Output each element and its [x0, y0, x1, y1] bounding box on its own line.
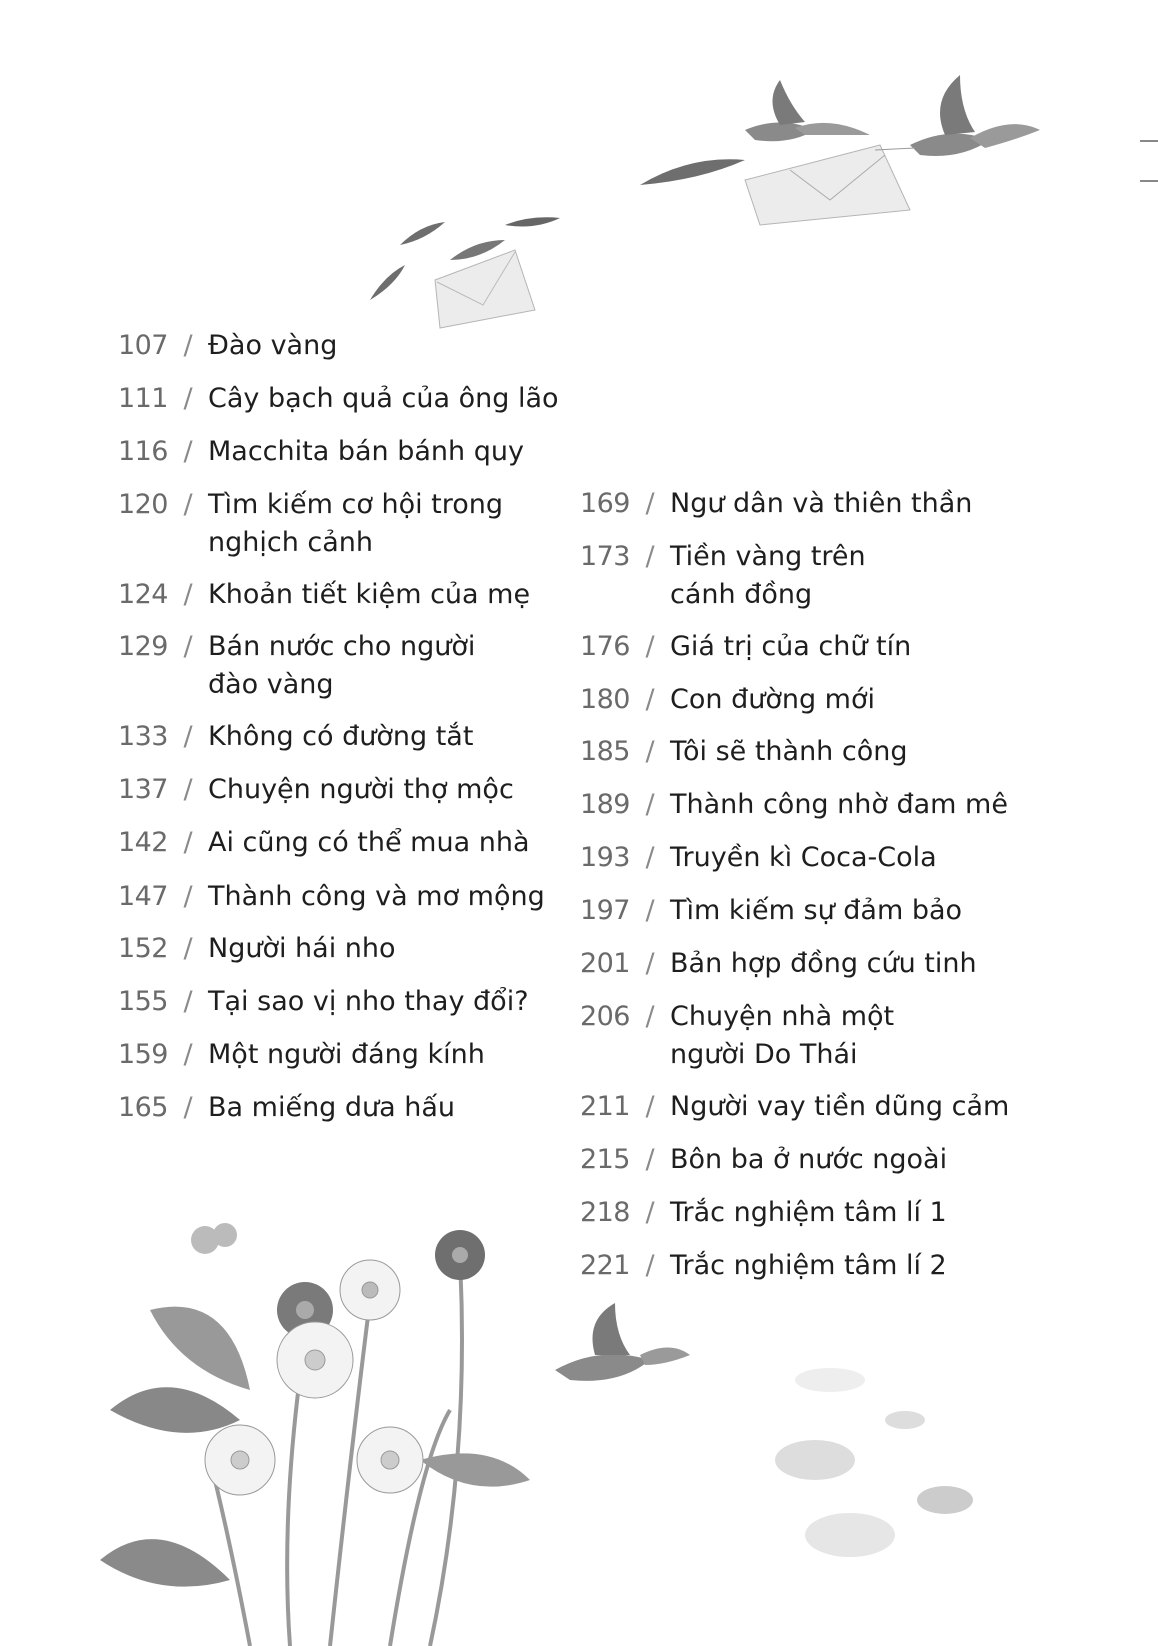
toc-entry — [108, 718, 473, 756]
toc-page-number: 211 — [579, 1091, 630, 1122]
toc-entry — [108, 486, 503, 562]
flower-icon — [435, 1230, 485, 1280]
toc-title: Tôi sẽ thành công — [670, 736, 908, 767]
toc-page-number: 197 — [579, 895, 630, 926]
toc-entry — [108, 628, 475, 704]
toc-separator: / — [645, 842, 655, 873]
birds-with-envelope-illustration — [630, 60, 1050, 240]
toc-title: Chuyện người thợ mộc — [208, 774, 514, 805]
toc-title: Bán nước cho người đào vàng — [208, 631, 476, 700]
envelope-leaves-illustration — [365, 210, 565, 335]
toc-title: Tiền vàng trên cánh đồng — [670, 541, 866, 610]
toc-page-number: 142 — [117, 827, 168, 858]
toc-page-number: 189 — [579, 789, 630, 820]
toc-separator: / — [183, 489, 193, 520]
toc-separator: / — [645, 541, 655, 572]
toc-entry — [108, 380, 559, 418]
toc-separator: / — [183, 721, 193, 752]
toc-separator: / — [645, 895, 655, 926]
toc-page-number: 152 — [117, 933, 168, 964]
toc-entry — [570, 628, 911, 666]
toc-separator: / — [645, 1144, 655, 1175]
toc-page-number: 206 — [579, 1001, 630, 1032]
page-edge-mark — [1140, 180, 1158, 182]
toc-title: Thành công nhờ đam mê — [670, 789, 1008, 820]
toc-page-number: 137 — [117, 774, 168, 805]
toc-entry — [570, 839, 937, 877]
toc-page-number: 180 — [579, 684, 630, 715]
toc-page-number: 155 — [117, 986, 168, 1017]
toc-entry — [570, 1088, 1009, 1126]
bird-pebbles-illustration — [550, 1295, 1000, 1595]
toc-separator: / — [645, 736, 655, 767]
toc-title: Ai cũng có thể mua nhà — [208, 827, 530, 858]
toc-separator: / — [645, 631, 655, 662]
toc-title: Macchita bán bánh quy — [208, 436, 524, 467]
toc-page-number: 129 — [117, 631, 168, 662]
toc-page-number: 176 — [579, 631, 630, 662]
toc-entry — [570, 945, 977, 983]
toc-separator: / — [183, 933, 193, 964]
page-edge-mark — [1140, 140, 1158, 142]
flowers-illustration — [90, 1160, 540, 1646]
toc-separator: / — [645, 1091, 655, 1122]
toc-page-number: 173 — [579, 541, 630, 572]
toc-entry — [570, 1194, 947, 1232]
toc-title: Truyền kì Coca-Cola — [670, 842, 937, 873]
toc-page-number: 147 — [117, 881, 168, 912]
toc-separator: / — [645, 1250, 655, 1281]
toc-page-number: 221 — [579, 1250, 630, 1281]
toc-entry — [570, 733, 908, 771]
toc-page-number: 111 — [117, 383, 168, 414]
toc-page-number: 159 — [117, 1039, 168, 1070]
toc-page-number: 185 — [579, 736, 630, 767]
toc-separator: / — [645, 1197, 655, 1228]
toc-title: Ba miếng dưa hấu — [208, 1092, 456, 1123]
toc-title: Người vay tiền dũng cảm — [670, 1091, 1010, 1122]
toc-title: Giá trị của chữ tín — [670, 631, 912, 662]
toc-title: Chuyện nhà một người Do Thái — [670, 1001, 895, 1070]
toc-separator: / — [183, 383, 193, 414]
toc-title: Thành công và mơ mộng — [208, 881, 545, 912]
toc-page-number: 218 — [579, 1197, 630, 1228]
toc-page-number: 169 — [579, 488, 630, 519]
toc-entry — [108, 1089, 455, 1127]
toc-entry — [108, 771, 514, 809]
butterfly-icon — [191, 1223, 237, 1254]
toc-title: Trắc nghiệm tâm lí 1 — [670, 1197, 947, 1228]
toc-page-number: 107 — [117, 330, 168, 361]
toc-entry — [570, 998, 894, 1074]
toc-page-number: 116 — [117, 436, 168, 467]
toc-separator: / — [183, 579, 193, 610]
toc-entry — [108, 1036, 485, 1074]
toc-entry — [108, 930, 396, 968]
toc-page-number: 201 — [579, 948, 630, 979]
toc-entry — [108, 433, 524, 471]
toc-entry — [108, 824, 530, 862]
toc-title: Bôn ba ở nước ngoài — [670, 1144, 948, 1175]
bird-icon — [745, 80, 870, 141]
toc-entry — [570, 681, 875, 719]
toc-entry — [570, 892, 962, 930]
toc-separator: / — [645, 488, 655, 519]
toc-title: Bản hợp đồng cứu tinh — [670, 948, 977, 979]
toc-page-number: 120 — [117, 489, 168, 520]
toc-page-number: 165 — [117, 1092, 168, 1123]
toc-entry — [570, 786, 1008, 824]
toc-page-number: 193 — [579, 842, 630, 873]
toc-separator: / — [183, 1039, 193, 1070]
toc-separator: / — [183, 330, 193, 361]
toc-title: Một người đáng kính — [208, 1039, 485, 1070]
toc-separator: / — [183, 436, 193, 467]
flower-icon — [340, 1260, 400, 1320]
toc-title: Trắc nghiệm tâm lí 2 — [670, 1250, 947, 1281]
toc-separator: / — [183, 881, 193, 912]
toc-entry — [108, 576, 530, 614]
toc-separator: / — [183, 827, 193, 858]
toc-entry — [108, 878, 545, 916]
toc-title: Tìm kiếm sự đảm bảo — [670, 895, 963, 926]
flower-icon — [357, 1427, 423, 1493]
toc-entry — [570, 1141, 947, 1179]
toc-entry — [108, 327, 337, 365]
bird-icon — [910, 75, 1040, 156]
toc-entry — [108, 983, 529, 1021]
toc-title: Tìm kiếm cơ hội trong nghịch cảnh — [208, 489, 504, 558]
toc-separator: / — [645, 789, 655, 820]
toc-title: Ngư dân và thiên thần — [670, 488, 973, 519]
toc-title: Đào vàng — [208, 330, 338, 361]
toc-separator: / — [645, 1001, 655, 1032]
toc-entry — [570, 538, 866, 614]
toc-page-number: 215 — [579, 1144, 630, 1175]
flower-icon — [205, 1425, 275, 1495]
toc-title: Không có đường tắt — [208, 721, 474, 752]
toc-separator: / — [645, 684, 655, 715]
toc-separator: / — [183, 1092, 193, 1123]
toc-title: Tại sao vị nho thay đổi? — [208, 986, 529, 1017]
toc-title: Con đường mới — [670, 684, 875, 715]
bird-icon — [555, 1303, 690, 1381]
toc-entry — [570, 485, 972, 523]
flower-icon — [277, 1322, 353, 1398]
toc-entry — [570, 1247, 947, 1285]
toc-title: Cây bạch quả của ông lão — [208, 383, 559, 414]
toc-page-number: 124 — [117, 579, 168, 610]
toc-title: Khoản tiết kiệm của mẹ — [208, 579, 531, 610]
toc-title: Người hái nho — [208, 933, 396, 964]
toc-separator: / — [183, 631, 193, 662]
toc-page-number: 133 — [117, 721, 168, 752]
toc-separator: / — [183, 986, 193, 1017]
toc-separator: / — [183, 774, 193, 805]
toc-separator: / — [645, 948, 655, 979]
